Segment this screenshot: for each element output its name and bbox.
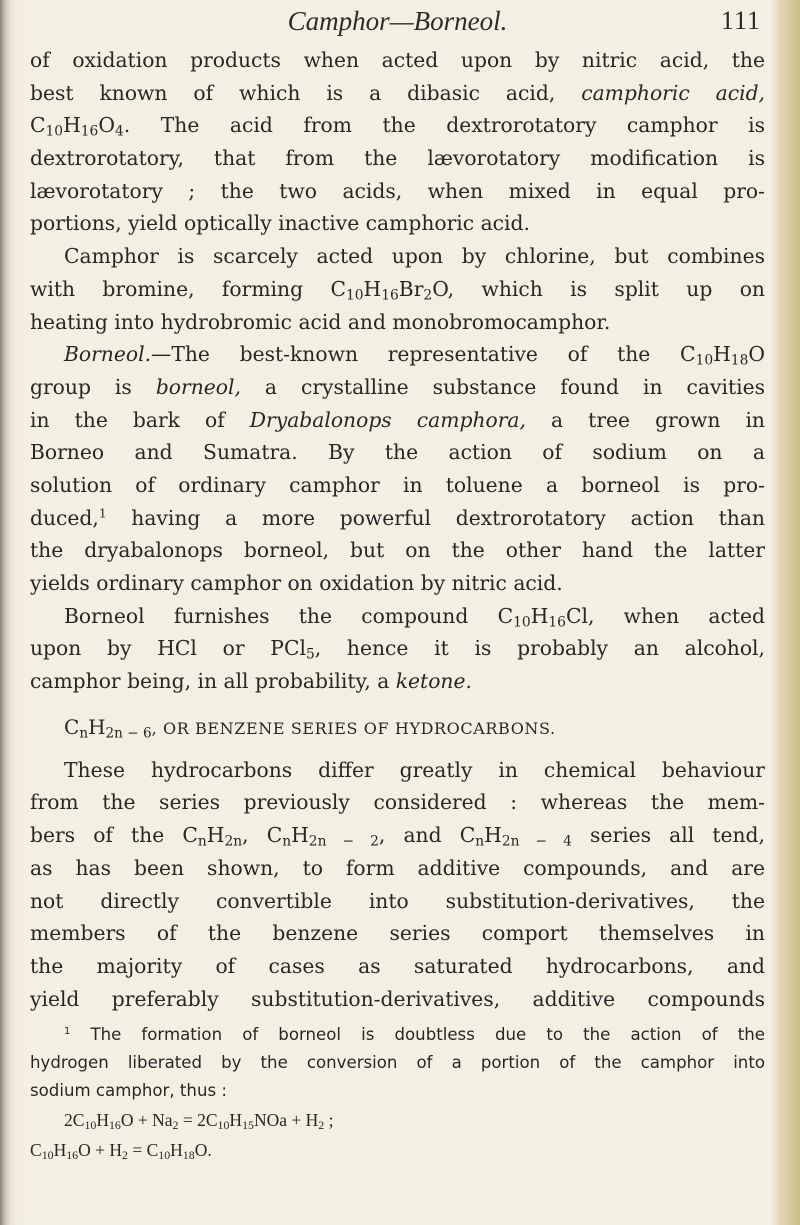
paragraph-bromine (30, 240, 765, 338)
text-line: members of the benzene series comport themselves in (30, 921, 765, 946)
text-line: Borneo and Sumatra. By the action of sodium on a (30, 440, 765, 465)
running-head-title: Camphor—Borneol. (287, 6, 508, 36)
text-line: of oxidation products when acted upon by nitric acid, the (30, 48, 765, 72)
footnote-line: $^1$ The formation of borneol is doubtless due to the action of the (64, 1025, 765, 1045)
footnote-marker: 1 (64, 1026, 71, 1038)
text-line: the majority of cases as saturated hydrocarbons, and (30, 953, 765, 978)
text-line: yields ordinary camphor on oxidation by nitric acid. (30, 571, 563, 595)
text-line: from the series previously considered : whereas the mem- (30, 790, 765, 815)
text-line: heating into hydrobromic acid and monobromocamphor. (30, 309, 611, 334)
section-title-borneol: Borneol. (64, 342, 152, 367)
footnote-line: sodium camphor, thus : (30, 1081, 227, 1101)
text-line: yield preferably substitution-derivatives, additive compounds (30, 986, 765, 1011)
text-line: with bromine, forming $C_{10}H_{16}Br_2O$, which is split up on (30, 276, 765, 304)
text-line: Camphor is scarcely acted upon by chlorine, but combines (64, 244, 765, 269)
text-line: camphor being, in all probability, a ketone. (30, 669, 472, 694)
paragraph-borneol-chloride (30, 600, 765, 698)
page-left-edge-shadow (0, 0, 18, 1225)
text-line: duced,$^1$ having a more powerful dextrorotatory action than (30, 505, 765, 530)
formula-dibromide: $C_{10}H_{16}Br_2O$ (330, 276, 448, 304)
footnote-equation-1: $2C_{10}H_{16}O + Na_2 = 2C_{10}H_{15}NOa + H_2$ ; (64, 1110, 334, 1133)
paragraph-oxidation (30, 44, 765, 240)
text-line: portions, yield optically inactive camphoric acid. (30, 211, 530, 236)
formula-camphoric-acid: $C_{10}H_{16}O_4$ (30, 113, 124, 140)
footnote-equation-2: $C_{10}H_{16}O + H_2 = C_{10}H_{18}O$. (30, 1140, 212, 1163)
text-line: as has been shown, to form additive compounds, and are (30, 855, 765, 880)
paragraph-benzene-series (30, 754, 765, 1016)
formula-series-2n-2: $C_nH_{2n - 2}$ (266, 823, 379, 850)
text-line: not directly convertible into substitution-derivatives, the (30, 888, 765, 913)
text-line: lævorotatory ; the two acids, when mixed in equal pro- (30, 178, 765, 203)
text-line: dextrorotatory, that from the lævorotatory modification is (30, 146, 765, 171)
running-head (30, 4, 765, 44)
formula-paraffin-series: $C_nH_{2n}$ (182, 823, 243, 850)
formula-series-2n-4: $C_nH_{2n - 4}$ (459, 823, 572, 850)
formula-benzene-series: $C_nH_{2n - 6}$ (64, 714, 152, 742)
text-line: group is borneol, a crystalline substance found in cavities (30, 374, 765, 399)
paragraph-borneol (30, 338, 765, 600)
book-page (30, 4, 765, 1165)
text-line: These hydrocarbons differ greatly in chemical behaviour (64, 757, 765, 782)
text-line: best known of which is a dibasic acid, camphoric acid, (30, 80, 765, 105)
text-line: the dryabalonops borneol, but on the other hand the latter (30, 538, 765, 563)
page-number: 111 (720, 6, 761, 35)
formula-pcl5: PCl$_5$ (270, 636, 315, 663)
text-line: Borneol.—The best-known representative of the $C_{10}H_{18}O$ (64, 342, 765, 369)
formula-borneol-chloride: $C_{10}H_{16}Cl$ (497, 603, 588, 631)
footnote-reference: 1 (98, 506, 107, 521)
formula-borneol-group: $C_{10}H_{18}O$ (680, 342, 765, 369)
text-line: upon by HCl or PCl$_5$, hence it is probably an alcohol, (30, 636, 765, 663)
footnote-line: hydrogen liberated by the conversion of a portion of the camphor into (30, 1053, 765, 1073)
text-line: solution of ordinary camphor in toluene a borneol is pro- (30, 472, 765, 497)
page-right-edge (770, 0, 800, 1225)
footnote (30, 1021, 765, 1165)
text-line: bers of the $C_nH_{2n}$, $C_nH_{2n - 2}$, and $C_nH_{2n - 4}$ series all tend, (30, 823, 765, 850)
text-line: in the bark of Dryabalonops camphora, a tree grown in (30, 407, 765, 432)
text-line: Borneol furnishes the compound $C_{10}H_{16}Cl$, when acted (64, 603, 765, 631)
section-heading-benzene-series: $C_nH_{2n - 6}$, OR BENZENE SERIES OF HYDROCARBONS. (64, 714, 556, 742)
text-line: $C_{10}H_{16}O_4$. The acid from the dextrorotatory camphor is (30, 113, 765, 140)
